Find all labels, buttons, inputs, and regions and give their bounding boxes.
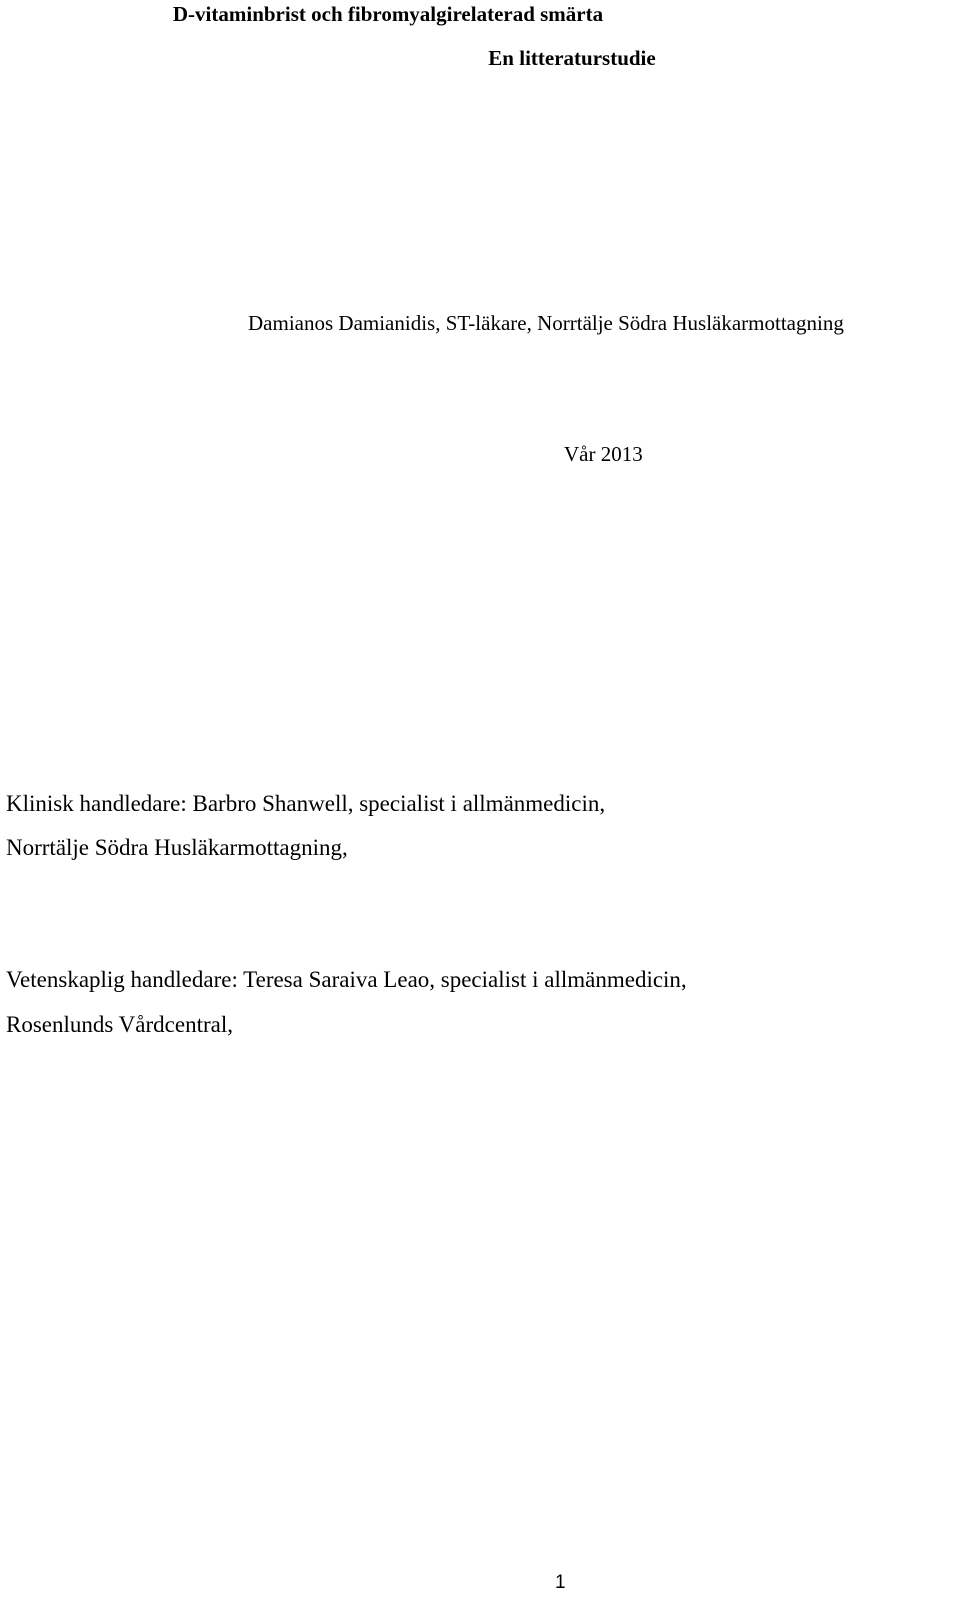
author-line: Damianos Damianidis, ST-läkare, Norrtälje Södra Husläkarmottagning: [248, 311, 844, 335]
clinical-supervisor-line-1: Klinisk handledare: Barbro Shanwell, specialist i allmänmedicin,: [6, 791, 606, 816]
document-subtitle: En litteraturstudie: [488, 46, 656, 70]
scientific-supervisor-line-1: Vetenskaplig handledare: Teresa Saraiva Leao, specialist i allmänmedicin,: [6, 967, 687, 992]
clinical-supervisor-line-2: Norrtälje Södra Husläkarmottagning,: [6, 835, 348, 860]
scientific-supervisor-line-2: Rosenlunds Vårdcentral,: [6, 1012, 233, 1037]
page-number: 1: [555, 1572, 566, 1593]
document-title: D-vitaminbrist och fibromyalgirelaterad smärta: [172, 2, 604, 26]
term: Vår 2013: [564, 442, 643, 466]
